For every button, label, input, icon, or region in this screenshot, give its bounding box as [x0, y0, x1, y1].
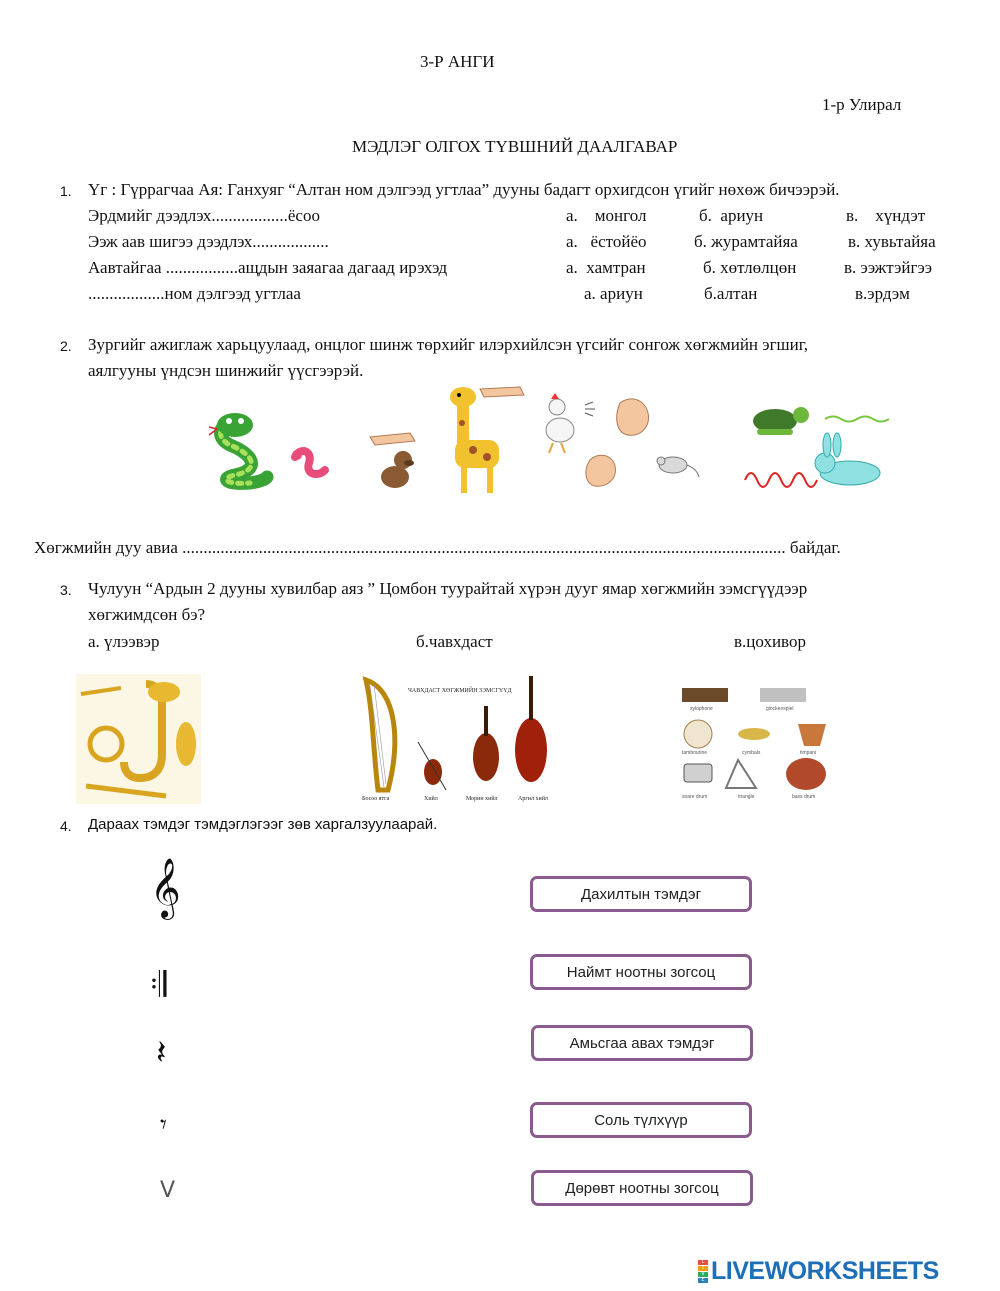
- logo-tile: I: [698, 1266, 708, 1271]
- q4-number: 4.: [60, 818, 72, 834]
- percussion-instruments-image: [676, 680, 834, 804]
- q2-prompt-line2: аялгууны үндсэн шинжийг үүсгээрэй.: [88, 361, 364, 380]
- match-box-repeat-sign[interactable]: Дахилтын тэмдэг: [530, 876, 752, 912]
- term-label: 1-р Улирал: [822, 95, 902, 114]
- rooster-image: [546, 393, 595, 453]
- q2-number: 2.: [60, 338, 72, 354]
- q2-answer-suffix: байдаг.: [789, 538, 841, 557]
- clapping-hands-image: [586, 399, 649, 486]
- match-box-eighth-rest[interactable]: Наймт ноотны зогсоц: [530, 954, 752, 990]
- double-bass-label: Аргил хийл: [518, 796, 548, 802]
- mouse-image: [657, 457, 699, 477]
- rabbit-image: [815, 433, 880, 485]
- triangle-label: triangle: [738, 794, 755, 800]
- q3-option-c[interactable]: в.цохивор: [734, 632, 806, 651]
- q1-option-c[interactable]: в. хувьтайяа: [848, 232, 936, 251]
- brass-instruments-image: [76, 674, 201, 804]
- q1-line-text: Аавтайгаа .................ащдын заяагаа дагаад ирэхэд: [88, 258, 448, 277]
- cymbals-label: cymbals: [742, 750, 761, 756]
- q1-option-b[interactable]: б. журамтайяа: [694, 232, 798, 251]
- q3-number: 3.: [60, 582, 72, 598]
- q1-option-c[interactable]: в. хүндэт: [846, 206, 926, 225]
- eighth-rest-icon[interactable]: 𝄾: [160, 1110, 167, 1140]
- puppy-image: [381, 451, 414, 488]
- turtle-image: [753, 407, 809, 435]
- bass-drum-label: bass drum: [792, 794, 816, 800]
- grade-label: 3-Р АНГИ: [420, 52, 495, 71]
- q4-prompt: Дараах тэмдэг тэмдэглэгээг зөв харгалзуулаарай.: [88, 816, 438, 833]
- match-box-quarter-rest[interactable]: Дөрөвт ноотны зогсоц: [531, 1170, 753, 1206]
- q2-answer-line: [34, 538, 841, 558]
- match-box-treble-clef[interactable]: Соль түлхүүр: [530, 1102, 752, 1138]
- logo-tile: V: [698, 1272, 708, 1277]
- timpani-label: timpani: [800, 750, 817, 756]
- treble-clef-icon[interactable]: 𝄞: [150, 858, 181, 918]
- quarter-rest-icon[interactable]: 𝄽: [156, 1033, 167, 1073]
- q1-line-text: Ээж аав шигээ дээдлэх..................: [88, 232, 329, 251]
- logo-tile: E: [698, 1278, 708, 1283]
- q3-option-a[interactable]: а. үлээвэр: [88, 632, 160, 651]
- q2-prompt-line1: Зургийг ажиглаж харьцуулаад, онцлог шинж төрхийг илэрхийлсэн үгсийг сонгож хөгжмийн эгшиг,: [88, 335, 809, 354]
- cello-label: Морин хийл: [466, 796, 498, 802]
- q3-prompt-line2: хөгжимдсөн бэ?: [88, 605, 206, 624]
- logo-tiles: [698, 1260, 708, 1283]
- string-panel-caption: ЧАВХДАСТ ХӨГЖМИЙН ЗЭМСГҮҮД: [408, 688, 512, 694]
- q1-option-b[interactable]: б. хөтлөлцөн: [703, 258, 797, 277]
- page-title: МЭДЛЭГ ОЛГОХ ТҮВШНИЙ ДААЛГАВАР: [352, 137, 678, 156]
- glockenspiel-label: glockenspiel: [766, 706, 794, 712]
- q2-answer-dots[interactable]: ..............................................................................................................................................: [182, 538, 786, 557]
- breath-mark-icon[interactable]: V: [160, 1178, 176, 1203]
- repeat-sign-icon[interactable]: 𝄇: [150, 965, 167, 1005]
- q1-line-text: Эрдмийг дээдлэх..................ёсоо: [88, 206, 320, 225]
- snake-image: [209, 413, 267, 483]
- match-box-breath-mark[interactable]: Амьсгаа авах тэмдэг: [531, 1025, 753, 1061]
- q3-option-b[interactable]: б.чавхдаст: [416, 632, 493, 651]
- q1-prompt: Үг : Гүррагчаа Ая: Ганхуяг “Алтан ном дэлгээд угтлаа” дууны бадагт орхигдсон үгийг нөхөж бичээрэй.: [88, 180, 840, 199]
- q1-option-b[interactable]: б. ариун: [699, 206, 764, 225]
- q1-option-a[interactable]: а. ариун: [584, 284, 643, 303]
- logo-tile: L: [698, 1260, 708, 1265]
- worm-image: [292, 450, 325, 474]
- q2-illustrations: [205, 385, 895, 500]
- hand-low-image: [370, 433, 415, 445]
- q1-option-c[interactable]: в. ээжтэйгээ: [844, 258, 933, 277]
- q2-answer-prefix: Хөгжмийн дуу авиа: [34, 538, 178, 557]
- giraffe-image: [450, 387, 499, 493]
- q1-option-a[interactable]: а. хамтран: [566, 258, 646, 277]
- violin-label: Хийл: [424, 796, 438, 802]
- q1-option-a[interactable]: а. монгол: [566, 206, 647, 225]
- xylophone-label: xylophone: [690, 706, 713, 712]
- tambourine-label: tambourine: [682, 750, 708, 756]
- q1-line-text: ..................ном дэлгээд угтлаа: [88, 284, 301, 303]
- q1-number: 1.: [60, 183, 72, 199]
- hand-high-image: [480, 387, 524, 397]
- q1-option-c[interactable]: в.эрдэм: [855, 284, 910, 303]
- q1-option-b[interactable]: б.алтан: [704, 284, 758, 303]
- string-instruments-image: [358, 672, 558, 804]
- q1-option-a[interactable]: а. ёстойёо: [566, 232, 647, 251]
- slow-wave-line: [825, 417, 889, 422]
- snare-drum-label: snare drum: [682, 794, 708, 800]
- q3-prompt-line1: Чулуун “Ардын 2 дууны хувилбар аяз ” Цомбон туурайтай хүрэн дууг ямар хөгжмийн зэмсгүүдээр: [88, 579, 808, 598]
- fast-wave-line: [745, 473, 817, 487]
- liveworksheets-logo[interactable]: [698, 1257, 939, 1286]
- harp-label: Босоо ятга: [362, 796, 390, 802]
- brand-name: LIVEWORKSHEETS: [711, 1257, 939, 1285]
